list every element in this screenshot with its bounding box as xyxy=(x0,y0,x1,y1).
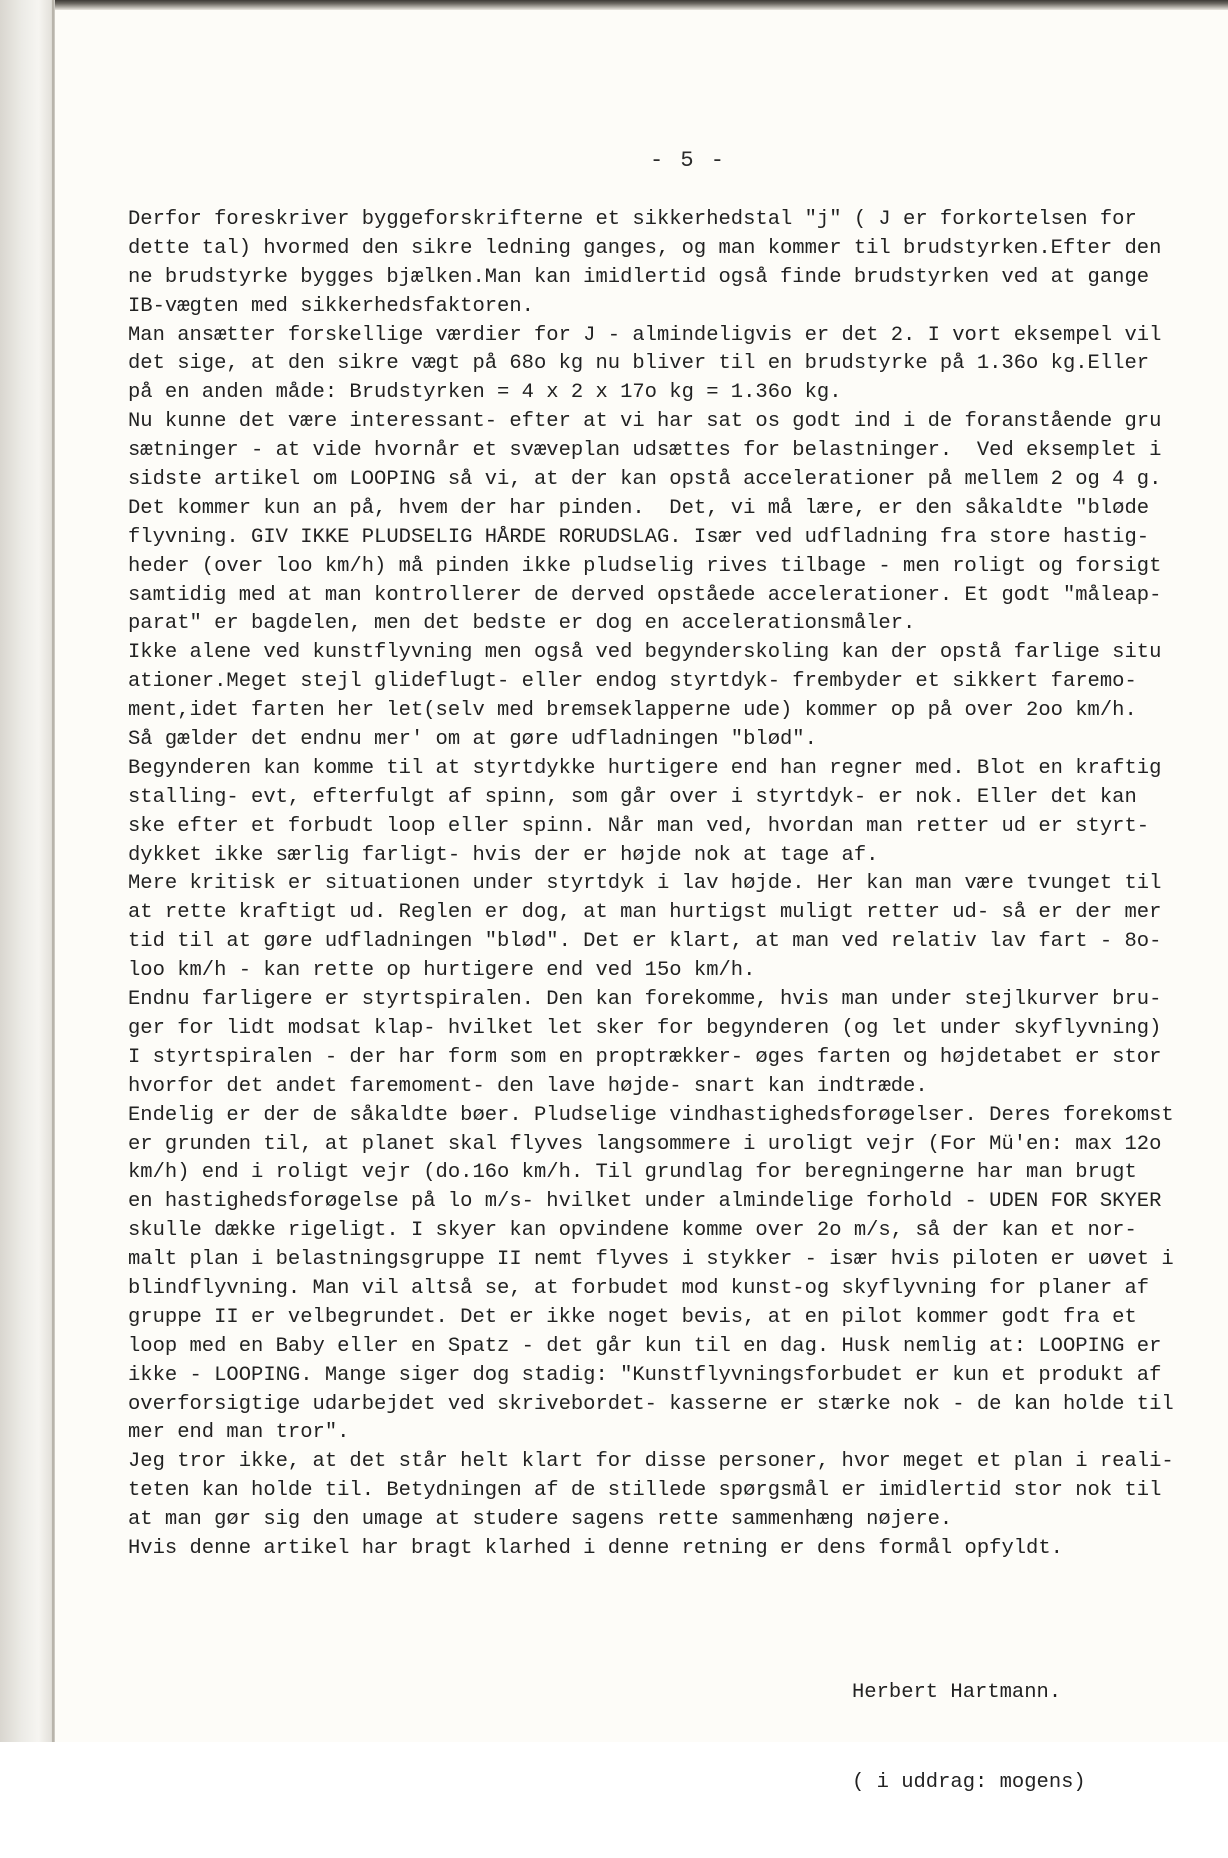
text-line: en hastighedsforøgelse på lo m/s- hvilket under almindelige forhold - UDEN FOR SKYER xyxy=(128,1190,1162,1214)
text-line: Begynderen kan komme til at styrtdykke hurtigere end han regner med. Blot en kraftig xyxy=(128,756,1162,780)
text-line: Endelig er der de såkaldte bøer. Pludselige vindhastighedsforøgelser. Deres forekomst xyxy=(128,1103,1174,1127)
text-line: teten kan holde til. Betydningen af de stillede spørgsmål er imidlertid stor nok til xyxy=(128,1479,1162,1503)
text-line: Jeg tror ikke, at det står helt klart for disse personer, hvor meget et plan i reali- xyxy=(128,1450,1174,1474)
text-line: stalling- evt, efterfulgt af spinn, som går over i styrtdyk- er nok. Eller det kan xyxy=(128,785,1137,809)
text-line: det sige, at den sikre vægt på 68o kg nu bliver til en brudstyrke på 1.36o kg.Eller xyxy=(128,352,1150,376)
text-line: gruppe II er velbegrundet. Det er ikke noget bevis, at en pilot kommer godt fra et xyxy=(128,1305,1137,1329)
text-line: samtidig med at man kontrollerer de derved opståede accelerationer. Et godt "måleap- xyxy=(128,583,1162,607)
text-line: Mere kritisk er situationen under styrtdyk i lav højde. Her kan man være tvunget til xyxy=(128,872,1162,896)
text-line: loop med en Baby eller en Spatz - det går kun til en dag. Husk nemlig at: LOOPING er xyxy=(128,1334,1162,1358)
text-line: dykket ikke særlig farligt- hvis der er højde nok at tage af. xyxy=(128,843,879,867)
text-line: malt plan i belastningsgruppe II nemt flyves i stykker - især hvis piloten er uøvet i xyxy=(128,1248,1174,1272)
binding-edge xyxy=(52,0,54,1742)
text-line: parat" er bagdelen, men det bedste er dog en accelerationsmåler. xyxy=(128,612,916,636)
binding-spine xyxy=(0,0,55,1742)
text-line: loo km/h - kan rette op hurtigere end ved 15o km/h. xyxy=(128,959,756,983)
text-line: IB-vægten med sikkerhedsfaktoren. xyxy=(128,294,534,318)
text-line: km/h) end i roligt vejr (do.16o km/h. Til grundlag for beregningerne har man brugt xyxy=(128,1161,1137,1185)
author-name: Herbert Hartmann. xyxy=(852,1681,1062,1704)
text-line: at rette kraftigt ud. Reglen er dog, at man hurtigst muligt retter ud- så er der mer xyxy=(128,901,1162,925)
text-line: skulle dække rigeligt. I skyer kan opvindene komme over 2o m/s, så der kan et nor- xyxy=(128,1219,1137,1243)
text-line: ne brudstyrke bygges bjælken.Man kan imidlertid også finde brudstyrken ved at gange xyxy=(128,265,1150,289)
text-line: er grunden til, at planet skal flyves langsommere i uroligt vejr (For Mü'en: max 12o xyxy=(128,1132,1162,1156)
text-line: Man ansætter forskellige værdier for J - almindeligvis er det 2. I vort eksempel vil xyxy=(128,323,1162,347)
text-line: mer end man tror". xyxy=(128,1421,350,1445)
text-line: overforsigtige udarbejdet ved skrivebordet- kasserne er stærke nok - de kan holde til xyxy=(128,1392,1174,1416)
text-line: Ikke alene ved kunstflyvning men også ved begynderskoling kan der opstå farlige situ xyxy=(128,641,1162,665)
text-line: at man gør sig den umage at studere sagens rette sammenhæng nøjere. xyxy=(128,1508,953,1532)
text-line: Endnu farligere er styrtspiralen. Den kan forekomme, hvis man under stejlkurver bru- xyxy=(128,988,1162,1012)
text-line: Det kommer kun an på, hvem der har pinden. Det, vi må lære, er den såkaldte "bløde xyxy=(128,496,1150,520)
text-line: Derfor foreskriver byggeforskrifterne et sikkerhedstal "j" ( J er forkortelsen for xyxy=(128,208,1137,231)
text-line: tid til at gøre udfladningen "blød". Det er klart, at man ved relativ lav fart - 8o- xyxy=(128,930,1162,954)
signature-block xyxy=(852,1618,1086,1858)
text-line: ationer.Meget stejl glideflugt- eller endog styrtdyk- frembyder et sikkert faremo- xyxy=(128,670,1137,694)
text-line: sætninger - at vide hvornår et svæveplan udsættes for belastninger. Ved eksemplet i xyxy=(128,439,1162,463)
text-line: I styrtspiralen - der har form som en proptrækker- øges farten og højdetabet er stor xyxy=(128,1045,1162,1069)
page-top-edge xyxy=(55,0,1228,10)
text-line: hvorfor det andet faremoment- den lave højde- snart kan indtræde. xyxy=(128,1074,928,1098)
text-line: ger for lidt modsat klap- hvilket let sker for begynderen (og let under skyflyvning) xyxy=(128,1016,1162,1040)
article-body xyxy=(128,206,1228,1564)
text-line: på en anden måde: Brudstyrken = 4 x 2 x 17o kg = 1.36o kg. xyxy=(128,381,842,405)
text-line: Nu kunne det være interessant- efter at vi har sat os godt ind i de foranstående gru xyxy=(128,410,1162,434)
page-number: - 5 - xyxy=(650,148,727,173)
text-line: ikke - LOOPING. Mange siger dog stadig: "Kunstflyvningsforbudet er kun et produkt af xyxy=(128,1363,1162,1387)
text-line: flyvning. GIV IKKE PLUDSELIG HÅRDE RORUDSLAG. Især ved udfladning fra store hastig- xyxy=(128,525,1150,549)
excerpt-note: ( i uddrag: mogens) xyxy=(852,1771,1086,1794)
text-line: sidste artikel om LOOPING så vi, at der kan opstå accelerationer på mellem 2 og 4 g. xyxy=(128,468,1162,492)
text-line: ske efter et forbudt loop eller spinn. Når man ved, hvordan man retter ud er styrt- xyxy=(128,814,1150,838)
text-line: Hvis denne artikel har bragt klarhed i denne retning er dens formål opfyldt. xyxy=(128,1536,1063,1560)
text-line: dette tal) hvormed den sikre ledning ganges, og man kommer til brudstyrken.Efter den xyxy=(128,236,1162,260)
text-line: heder (over loo km/h) må pinden ikke pludselig rives tilbage - men roligt og forsigt xyxy=(128,554,1162,578)
text-line: Så gælder det endnu mer' om at gøre udfladningen "blød". xyxy=(128,728,817,752)
text-line: blindflyvning. Man vil altså se, at forbudet mod kunst-og skyflyvning for planer af xyxy=(128,1276,1150,1300)
text-line: ment,idet farten her let(selv med bremseklapperne ude) kommer op på over 2oo km/h. xyxy=(128,699,1137,723)
